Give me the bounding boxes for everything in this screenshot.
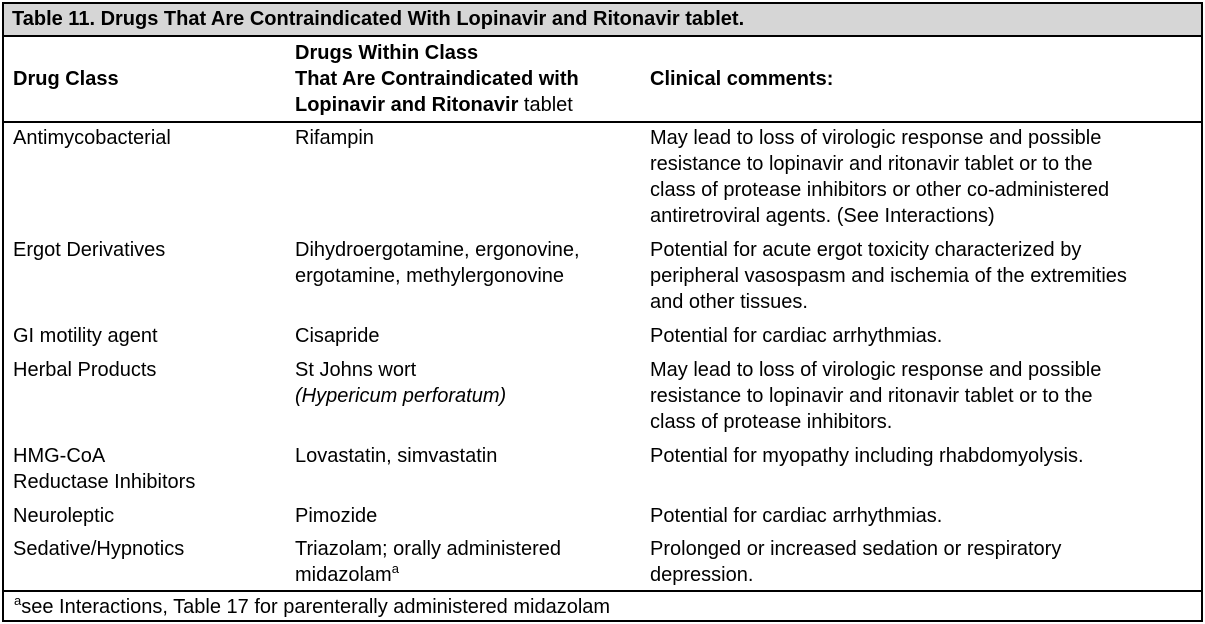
header-drugs-line [295, 92, 579, 118]
comment-cell [650, 323, 942, 349]
cell-line: resistance to lopinavir and ritonavir tablet or to the [650, 385, 1093, 407]
drug-class-cell [13, 237, 165, 263]
cell-line: and other tissues. [650, 291, 808, 313]
cell-line: class of protease inhibitors or other co-administered [650, 179, 1110, 201]
table-footnote [4, 590, 1201, 622]
footnote-text: see Interactions, Table 17 for parenterally administered midazolam [21, 596, 611, 618]
table-row [4, 125, 1201, 233]
cell-line: St Johns wort [295, 359, 417, 381]
cell-line: Prolonged or increased sedation or respiratory [650, 538, 1062, 560]
drug-class-cell [13, 357, 156, 383]
table-row [4, 443, 1201, 499]
cell-line: Antimycobacterial [13, 127, 171, 149]
cell-line: Cisapride [295, 325, 380, 347]
header-drugs-normal-text: tablet [518, 94, 573, 116]
header-clinical-comments: Clinical comments: [650, 68, 834, 90]
comment-cell [650, 503, 942, 529]
header-drugs-line: Drugs Within Class [295, 42, 479, 64]
drugs-cell [295, 536, 561, 588]
cell-line: HMG-CoA [13, 445, 106, 467]
drug-class-cell [13, 323, 158, 349]
table-row [4, 237, 1201, 321]
cell-line: Potential for acute ergot toxicity characterized by [650, 239, 1082, 261]
comment-cell [650, 443, 1084, 469]
footnote-marker: a [391, 561, 399, 576]
table-header-row [4, 37, 1201, 123]
cell-line: Triazolam; orally administered [295, 538, 562, 560]
cell-line: resistance to lopinavir and ritonavir tablet or to the [650, 153, 1093, 175]
cell-line [295, 562, 561, 588]
drug-name-text: midazolam [295, 564, 392, 586]
cell-line: Potential for cardiac arrhythmias. [650, 325, 943, 347]
table-title: Table 11. Drugs That Are Contraindicated With Lopinavir and Ritonavir tablet. [4, 4, 1201, 37]
comment-cell [650, 125, 1109, 229]
table-row [4, 503, 1201, 533]
cell-line: peripheral vasospasm and ischemia of the extremities [650, 265, 1127, 287]
cell-line: Potential for cardiac arrhythmias. [650, 505, 943, 527]
cell-line: class of protease inhibitors. [650, 411, 893, 433]
cell-line: Herbal Products [13, 359, 157, 381]
drugs-cell [295, 323, 379, 349]
header-drugs-within-class [295, 40, 579, 118]
cell-line: Potential for myopathy including rhabdomyolysis. [650, 445, 1084, 467]
comment-cell [650, 357, 1101, 435]
cell-line: Lovastatin, simvastatin [295, 445, 498, 467]
cell-line: Rifampin [295, 127, 374, 149]
header-drugs-bold-text: Lopinavir and Ritonavir [295, 94, 519, 116]
footnote-marker: a [14, 593, 22, 608]
drugs-cell [295, 237, 580, 289]
drugs-cell [295, 443, 497, 469]
cell-line: May lead to loss of virologic response and possible [650, 359, 1102, 381]
cell-line-italic: (Hypericum perforatum) [295, 385, 507, 407]
cell-line: Sedative/Hypnotics [13, 538, 185, 560]
cell-line: Ergot Derivatives [13, 239, 166, 261]
contraindications-table [2, 2, 1203, 622]
cell-line: May lead to loss of virologic response and possible [650, 127, 1102, 149]
drug-class-cell [13, 443, 195, 495]
drug-class-cell [13, 536, 184, 562]
cell-line: Dihydroergotamine, ergonovine, [295, 239, 580, 261]
header-drugs-line: That Are Contraindicated with [295, 68, 579, 90]
header-drug-class: Drug Class [13, 68, 119, 90]
drugs-cell [295, 125, 374, 151]
table-row [4, 323, 1201, 353]
cell-line: Reductase Inhibitors [13, 471, 196, 493]
cell-line: antiretroviral agents. (See Interactions) [650, 205, 995, 227]
comment-cell [650, 237, 1127, 315]
comment-cell [650, 536, 1061, 588]
cell-line: Neuroleptic [13, 505, 115, 527]
drug-class-cell [13, 503, 114, 529]
drug-class-cell [13, 125, 171, 151]
table-row [4, 536, 1201, 592]
drugs-cell [295, 503, 377, 529]
drugs-cell [295, 357, 506, 409]
cell-line: ergotamine, methylergonovine [295, 265, 565, 287]
cell-line: GI motility agent [13, 325, 158, 347]
cell-line: Pimozide [295, 505, 378, 527]
table-row [4, 357, 1201, 441]
cell-line: depression. [650, 564, 754, 586]
